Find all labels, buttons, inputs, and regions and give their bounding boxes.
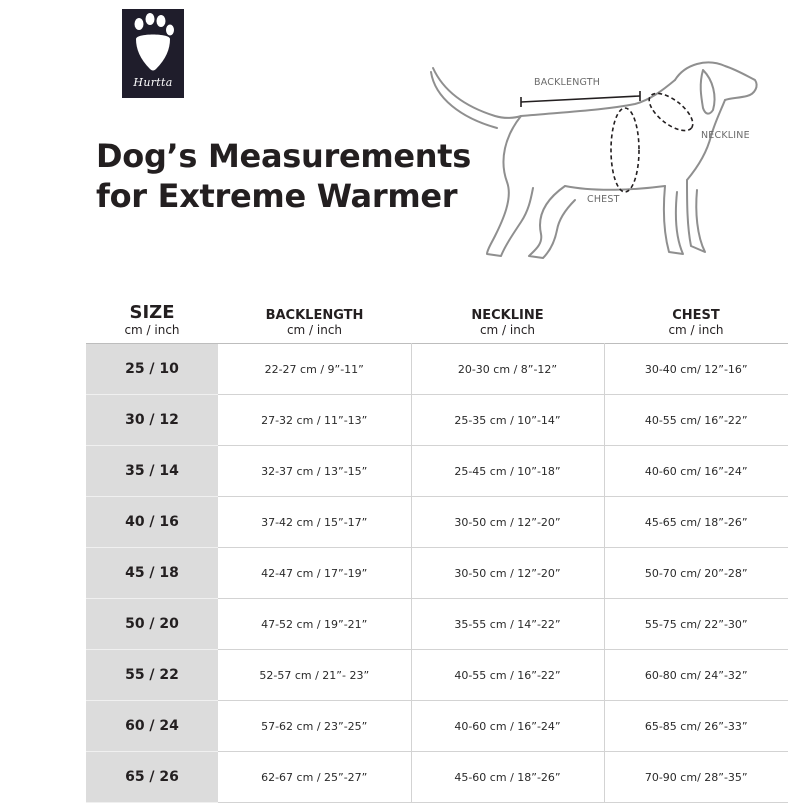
- neckline-measure-loop: [643, 87, 699, 138]
- table-row: [86, 344, 788, 395]
- size-cell: 65 / 26: [86, 752, 218, 803]
- chest-label: CHEST: [587, 194, 620, 205]
- backlength-line: [521, 96, 640, 102]
- table-row: [86, 446, 788, 497]
- backlength-cell: 57-62 cm / 23”-25”: [218, 701, 411, 752]
- neckline-cell: 40-60 cm / 16”-24”: [411, 701, 604, 752]
- backlength-cell: 47-52 cm / 19”-21”: [218, 599, 411, 650]
- table-row: [86, 752, 788, 803]
- dog-front-leg-1: [687, 180, 705, 252]
- size-cell: 25 / 10: [86, 344, 218, 395]
- neckline-cell: 25-35 cm / 10”-14”: [411, 395, 604, 446]
- backlength-cell: 37-42 cm / 15”-17”: [218, 497, 411, 548]
- title-line-1: Dog’s Measurements: [96, 137, 472, 175]
- neckline-cell: 45-60 cm / 18”-26”: [411, 752, 604, 803]
- hurtta-logo: [122, 9, 184, 98]
- table-row: [86, 497, 788, 548]
- backlength-cell: 42-47 cm / 17”-19”: [218, 548, 411, 599]
- neckline-cell: 20-30 cm / 8”-12”: [411, 344, 604, 395]
- chest-cell: 40-55 cm/ 16”-22”: [604, 395, 788, 446]
- chest-cell: 30-40 cm/ 12”-16”: [604, 344, 788, 395]
- chest-cell: 55-75 cm/ 22”-30”: [604, 599, 788, 650]
- backlength-cell: 22-27 cm / 9”-11”: [218, 344, 411, 395]
- header-size: SIZE cm / inch: [124, 302, 180, 337]
- size-cell: 40 / 16: [86, 497, 218, 548]
- size-cell: 55 / 22: [86, 650, 218, 701]
- size-chart-table: [86, 284, 788, 803]
- size-cell: 50 / 20: [86, 599, 218, 650]
- chest-cell: 60-80 cm/ 24”-32”: [604, 650, 788, 701]
- neckline-label: NECKLINE: [701, 130, 750, 141]
- table-row: [86, 599, 788, 650]
- dog-ear: [701, 70, 715, 114]
- title-line-2: for Extreme Warmer: [96, 177, 458, 215]
- page-title: [96, 136, 471, 216]
- backlength-cell: 32-37 cm / 13”-15”: [218, 446, 411, 497]
- backlength-cell: 52-57 cm / 21”- 23”: [218, 650, 411, 701]
- backlength-label: BACKLENGTH: [534, 77, 601, 88]
- table-row: [86, 395, 788, 446]
- size-cell: 35 / 14: [86, 446, 218, 497]
- table-row: [86, 701, 788, 752]
- neckline-cell: 35-55 cm / 14”-22”: [411, 599, 604, 650]
- dog-belly: [565, 186, 665, 190]
- neckline-cell: 25-45 cm / 10”-18”: [411, 446, 604, 497]
- dog-tail: [433, 68, 521, 118]
- header-neckline: NECKLINE cm / inch: [471, 308, 544, 337]
- chest-cell: 50-70 cm/ 20”-28”: [604, 548, 788, 599]
- size-cell: 60 / 24: [86, 701, 218, 752]
- dog-measurement-diagram: [425, 40, 765, 270]
- backlength-cell: 62-67 cm / 25”-27”: [218, 752, 411, 803]
- dog-hind-leg-1: [529, 186, 575, 258]
- neckline-cell: 40-55 cm / 16”-22”: [411, 650, 604, 701]
- backlength-cell: 27-32 cm / 11”-13”: [218, 395, 411, 446]
- table-row: [86, 650, 788, 701]
- chest-cell: 40-60 cm/ 16”-24”: [604, 446, 788, 497]
- header-chest: CHEST cm / inch: [668, 308, 724, 337]
- neckline-cell: 30-50 cm / 12”-20”: [411, 548, 604, 599]
- table-row: [86, 548, 788, 599]
- dog-hind-leg-2: [487, 116, 533, 256]
- chest-cell: 45-65 cm/ 18”-26”: [604, 497, 788, 548]
- neckline-cell: 30-50 cm / 12”-20”: [411, 497, 604, 548]
- chest-cell: 70-90 cm/ 28”-35”: [604, 752, 788, 803]
- header-backlength: BACKLENGTH cm / inch: [265, 308, 364, 337]
- chest-measure-loop: [611, 108, 639, 192]
- dog-head: [675, 62, 757, 100]
- table-header-row: [86, 284, 788, 344]
- dog-front-leg-2: [664, 186, 683, 254]
- chest-cell: 65-85 cm/ 26”-33”: [604, 701, 788, 752]
- size-cell: 45 / 18: [86, 548, 218, 599]
- brand-name: Hurtta: [133, 76, 173, 89]
- size-cell: 30 / 12: [86, 395, 218, 446]
